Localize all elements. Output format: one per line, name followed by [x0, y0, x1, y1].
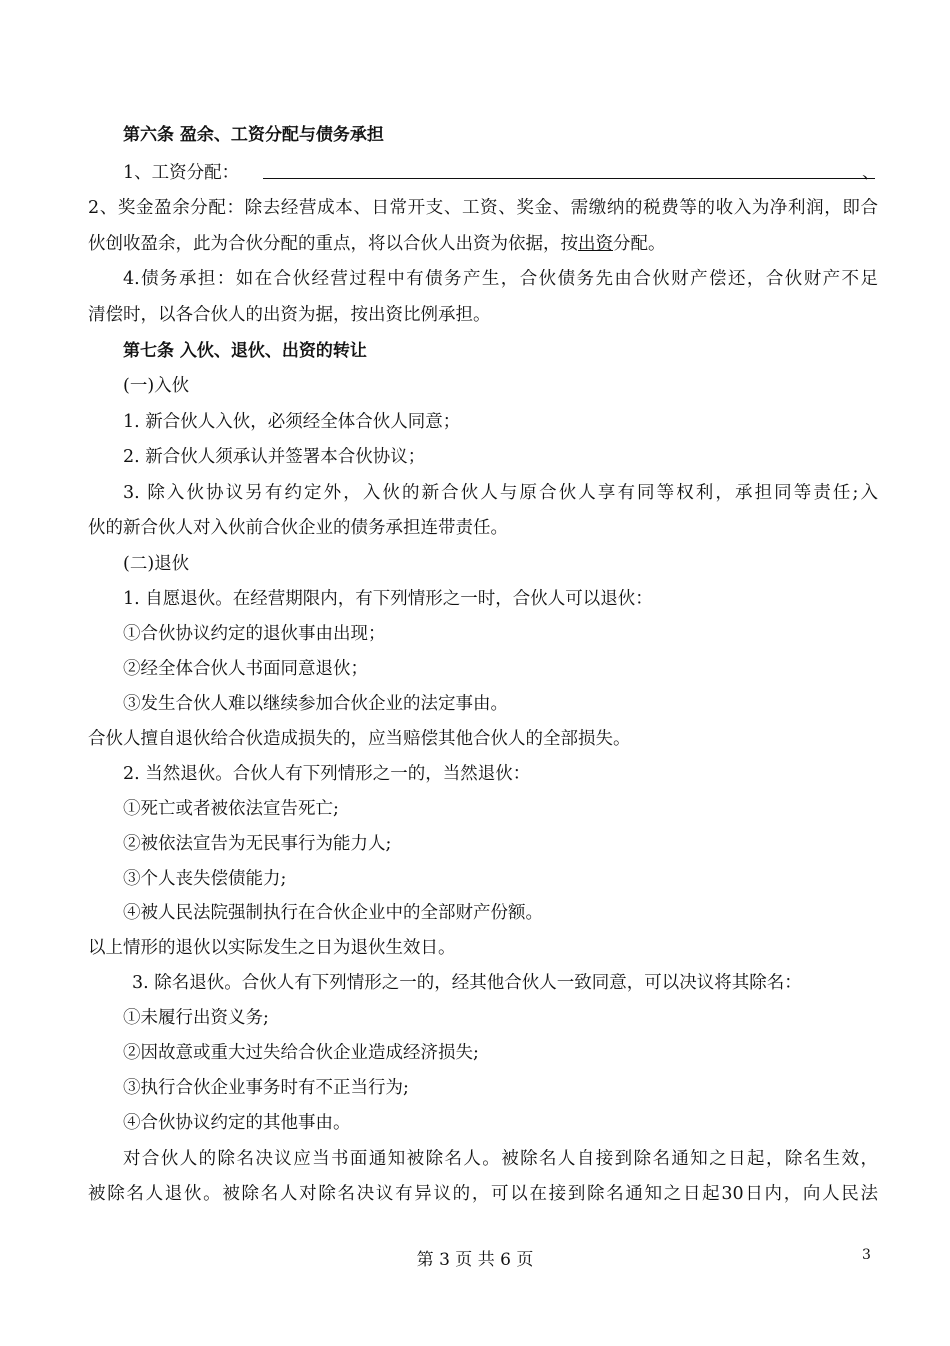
exit-automatic-c: ③个人丧失偿债能力; — [123, 869, 287, 889]
wage-distribution-end-mark: 、 — [862, 163, 880, 183]
exit-removal-d: ④合伙协议约定的其他事由。 — [123, 1113, 351, 1133]
exit-automatic-d: ④被人民法院强制执行在合伙企业中的全部财产份额。 — [123, 903, 543, 923]
exit-removal-a: ①未履行出资义务; — [123, 1008, 269, 1028]
join-item-2: 2. 新合伙人须承认并签署本合伙协议； — [123, 447, 426, 467]
exit-removal: 3. 除名退伙。合伙人有下列情形之一的，经其他合伙人一致同意，可以决议将其除名： — [132, 973, 802, 993]
exit-voluntary-b: ②经全体合伙人书面同意退伙； — [123, 659, 368, 679]
exit-automatic: 2. 当然退伙。合伙人有下列情形之一的，当然退伙： — [123, 764, 531, 784]
underlined-capital-text: 出资 — [578, 234, 613, 254]
exit-removal-b: ②因故意或重大过失给合伙企业造成经济损失; — [123, 1043, 479, 1063]
exit-automatic-a: ①死亡或者被依法宣告死亡; — [123, 799, 339, 819]
exit-automatic-b: ②被依法宣告为无民事行为能力人; — [123, 834, 392, 854]
join-heading: (一)入伙 — [123, 376, 190, 396]
exit-automatic-note: 以上情形的退伙以实际发生之日为退伙生效日。 — [88, 938, 456, 958]
removal-notice-line2: 被除名人退伙。被除名人对除名决议有异议的，可以在接到除名通知之日起30日内，向人民法 — [88, 1184, 878, 1204]
exit-voluntary: 1. 自愿退伙。在经营期限内，有下列情形之一时，合伙人可以退伙： — [123, 589, 653, 609]
wage-distribution-label: 1、工资分配： — [123, 163, 240, 183]
exit-removal-c: ③执行合伙企业事务时有不正当行为; — [123, 1078, 409, 1098]
debt-bearing-line2: 清偿时，以各合伙人的出资为据，按出资比例承担。 — [88, 305, 491, 325]
removal-notice-line1: 对合伙人的除名决议应当书面通知被除名人。被除名人自接到除名通知之日起，除名生效， — [123, 1149, 878, 1169]
join-item-3-line2: 伙的新合伙人对入伙前合伙企业的债务承担连带责任。 — [88, 518, 508, 538]
exit-voluntary-c: ③发生合伙人难以继续参加合伙企业的法定事由。 — [123, 694, 508, 714]
debt-bearing-line1: 4.债务承担：如在合伙经营过程中有债务产生，合伙债务先由合伙财产偿还，合伙财产不足 — [123, 269, 878, 289]
exit-heading: (二)退伙 — [123, 554, 190, 574]
bonus-distribution-line1: 2、奖金盈余分配：除去经营成本、日常开支、工资、奖金、需缴纳的税费等的收入为净利润，即合 — [88, 198, 878, 218]
join-item-3-line1: 3. 除入伙协议另有约定外，入伙的新合伙人与原合伙人享有同等权利，承担同等责任;入 — [123, 483, 878, 503]
wage-distribution-blank[interactable] — [263, 178, 875, 179]
page-footer-label: 第 3 页 共 6 页 — [416, 1250, 534, 1270]
exit-voluntary-a: ①合伙协议约定的退伙事由出现； — [123, 624, 386, 644]
page-number: 3 — [862, 1247, 871, 1263]
exit-voluntary-note: 合伙人擅自退伙给合伙造成损失的，应当赔偿其他合伙人的全部损失。 — [88, 729, 631, 749]
article7-title: 第七条 入伙、退伙、出资的转让 — [123, 341, 367, 361]
join-item-1: 1. 新合伙人入伙，必须经全体合伙人同意； — [123, 412, 461, 432]
bonus-distribution-line2: 伙创收盈余，此为合伙分配的重点，将以合伙人出资为依据，按出资分配。 — [88, 234, 666, 254]
article6-title: 第六条 盈余、工资分配与债务承担 — [123, 125, 384, 145]
